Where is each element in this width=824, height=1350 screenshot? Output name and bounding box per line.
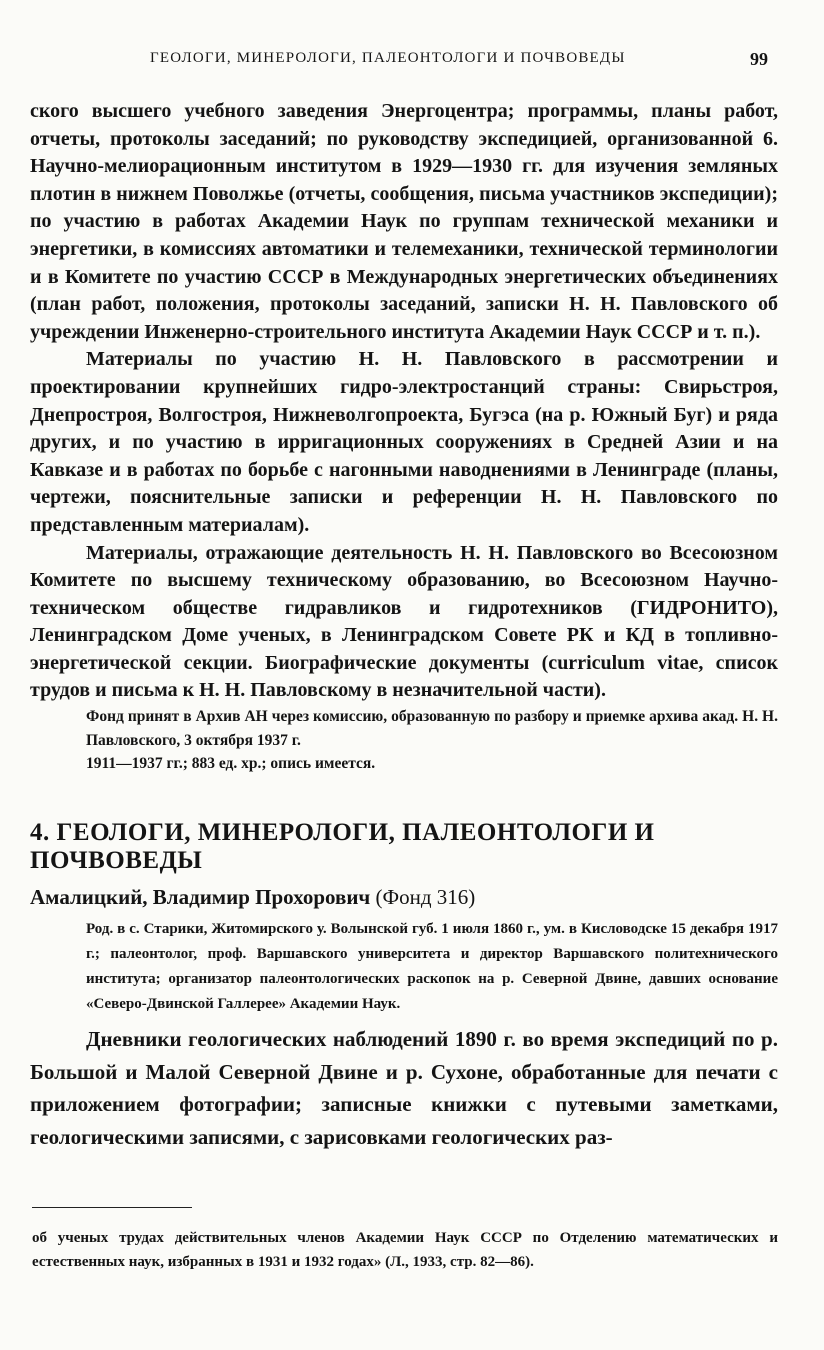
person-entry-heading xyxy=(30,881,778,913)
page-header xyxy=(30,50,776,74)
paragraph-continuation: ского высшего учебного заведения Энергоцентра; программы, планы работ, отчеты, протоколы заседаний; по руководству экспедицией, организованной 6. Научно-мелиорационным институтом в 1929—1930 гг. для изучения земляных плотин в нижнем Поволжье (отчеты, сообщения, письма участников экспедиции); по участию в работах Академии Наук по группам технической механики и энергетики, в комиссиях автоматики и телемеханики, технической терминологии и в Комитете по участию СССР в Международных энергетических объединениях (план работ, положения, протоколы заседаний, записки Н. Н. Павловского об учреждении Инженерно-строительного института Академии Наук СССР и т. п.). xyxy=(30,100,778,343)
section-heading: 4. ГЕОЛОГИ, МИНЕРОЛОГИ, ПАЛЕОНТОЛОГИ И ПОЧВОВЕДЫ xyxy=(30,819,655,875)
paragraph-activity-materials: Материалы, отражающие деятельность Н. Н. Павловского во Всесоюзном Комитете по высшему техническому образованию, во Всесоюзном Научно-техническом обществе гидравликов и гидротехников (ГИДРОНИТО), Ленинградском Доме ученых, в Ленинградском Совете РК и КД в топливно-энергетической секции. Биографические документы (curriculum vitae, список трудов и письма к Н. Н. Павловскому в незначительной части). xyxy=(30,541,778,702)
page-number: 99 xyxy=(750,49,768,69)
footnote: об ученых трудах действительных членов Академии Наук СССР по Отделению математических и естественных наук, избранных в 1931 и 1932 годах» (Л., 1933, стр. 82—86). xyxy=(32,1230,778,1270)
person-fond: (Фонд 316) xyxy=(375,885,476,910)
person-biography: Род. в с. Старики, Житомирского у. Волынской губ. 1 июля 1860 г., ум. в Кисловодске 15 декабря 1917 г.; палеонтолог, проф. Варшавского университета и директор Варшавского политехнического института; организатор палеонтологических раскопок на р. Северной Двине, давших основание «Северо-Двинской Галлерее» Академии Наук. xyxy=(86,921,778,1013)
fund-count: 1911—1937 гг.; 883 ед. хр.; опись имеется. xyxy=(86,755,376,773)
fund-note: Фонд принят в Архив АН через комиссию, образованную по разбору и приемке архива акад. Н. Н. Павловского, 3 октября 1937 г. xyxy=(86,708,778,750)
footnote-rule xyxy=(32,1207,192,1208)
paragraph-diaries: Дневники геологических наблюдений 1890 г. во время экспедиций по р. Большой и Малой Северной Двине и р. Сухоне, обработанные для печати с приложением фотографии; записные книжки с путевыми заметками, геологическими записями, с зарисовками геологических раз- xyxy=(30,1027,778,1149)
person-name: Амалицкий, Владимир Прохорович xyxy=(30,885,371,910)
paragraph-hydro-materials: Материалы по участию Н. Н. Павловского в рассмотрении и проектировании крупнейших гидро-электростанций страны: Свирьстроя, Днепростроя, Волгостроя, Нижневолгопроекта, Бугэса (на р. Южный Буг) и ряда других, и по участию в ирригационных сооружениях в Средней Азии и на Кавказе и в работах по борьбе с нагонными наводнениями в Ленинграде (планы, чертежи, пояснительные записки и референции Н. Н. Павловского по представленным материалам). xyxy=(30,348,778,536)
page-content xyxy=(30,98,778,1153)
running-title: ГЕОЛОГИ, МИНЕРОЛОГИ, ПАЛЕОНТОЛОГИ И ПОЧВОВЕДЫ xyxy=(150,50,626,66)
